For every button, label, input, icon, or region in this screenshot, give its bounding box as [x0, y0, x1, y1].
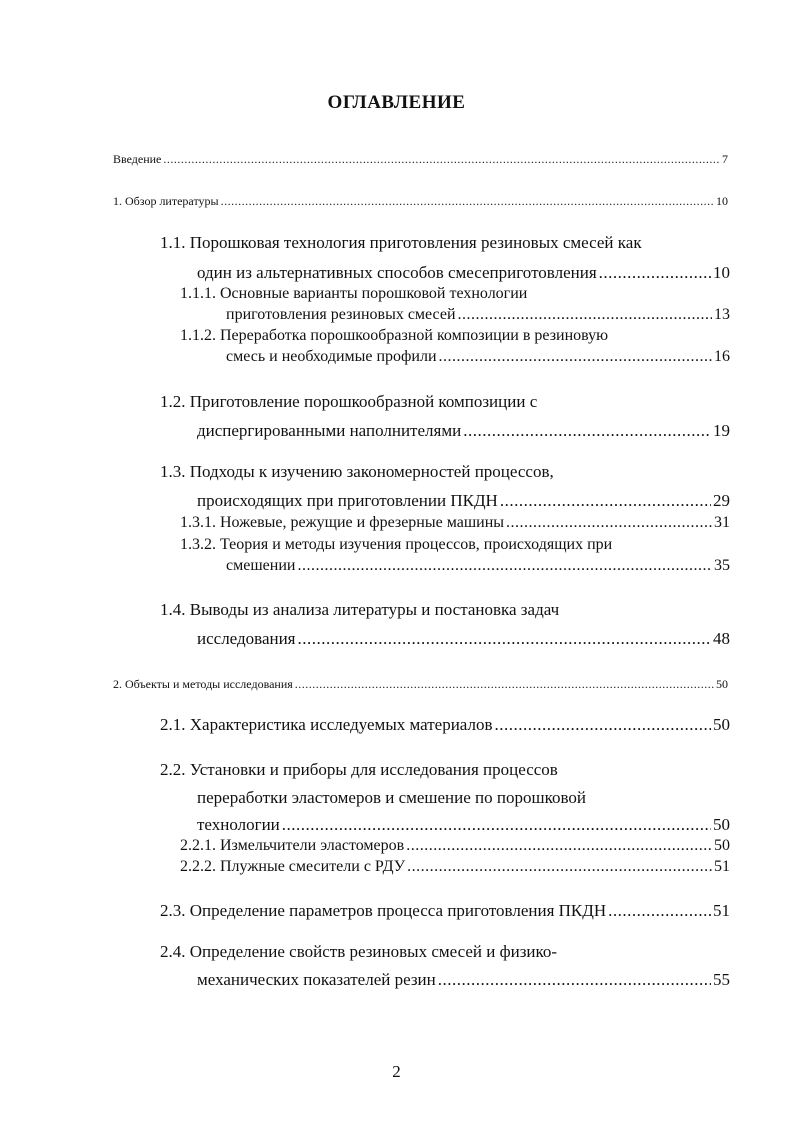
dot-leader [282, 815, 711, 835]
toc-entry-page: 51 [714, 858, 730, 875]
dot-leader [297, 557, 712, 575]
toc-entry-chapter-1[interactable] [113, 194, 728, 209]
dot-leader [221, 194, 714, 209]
toc-entry-1-3-line1: 1.3. Подходы к изучению закономерностей процессов, [160, 462, 554, 481]
toc-entry-label: приготовления резиновых смесей [226, 306, 456, 323]
toc-entry-page: 7 [722, 152, 728, 166]
toc-entry-page: 13 [714, 306, 730, 323]
toc-entry-label: диспергированными наполнителями [197, 421, 462, 440]
toc-entry-label: 1.3.1. Ножевые, режущие и фрезерные машины [180, 514, 505, 531]
toc-entry-1-1-line1: 1.1. Порошковая технология приготовления резиновых смесей как [160, 233, 642, 252]
toc-entry-page: 29 [713, 491, 730, 510]
dot-leader [163, 152, 720, 167]
page-number: 2 [392, 1062, 401, 1081]
toc-entry-page: 10 [716, 194, 728, 208]
toc-entry-page: 19 [713, 421, 730, 440]
dot-leader [500, 491, 711, 511]
toc-entry-page: 50 [713, 815, 730, 834]
toc-entry-1-2[interactable] [197, 421, 730, 441]
dot-leader [298, 629, 711, 649]
toc-entry-2-4-line1: 2.4. Определение свойств резиновых смесей и физико- [160, 942, 558, 961]
toc-entry-1-3-2[interactable] [226, 557, 730, 575]
toc-entry-2-2-line2: переработки эластомеров и смешение по порошковой [197, 788, 586, 807]
toc-entry-1-1-2-line1: 1.1.2. Переработка порошкообразной композиции в резиновую [180, 327, 609, 344]
toc-entry-page: 50 [716, 677, 728, 691]
toc-entry-1-1-1-line1: 1.1.1. Основные варианты порошковой технологии [180, 285, 528, 302]
toc-entry-1-1[interactable] [197, 263, 730, 283]
toc-entry-page: 31 [714, 514, 730, 531]
toc-entry-2-2-2[interactable] [180, 858, 730, 876]
toc-entry-label: исследования [197, 629, 296, 648]
dot-leader [438, 970, 711, 990]
dot-leader [506, 514, 712, 532]
toc-entry-label: один из альтернативных способов смесеприготовления [197, 263, 597, 282]
toc-entry-page: 50 [714, 837, 730, 854]
dot-leader [599, 263, 711, 283]
dot-leader [295, 677, 714, 692]
toc-entry-2-1[interactable] [160, 715, 730, 735]
page-title: ОГЛАВЛЕНИЕ [327, 92, 466, 113]
toc-entry-label: 2. Объекты и методы исследования [113, 677, 293, 691]
toc-entry-page: 55 [713, 970, 730, 989]
toc-entry-2-4[interactable] [197, 970, 730, 990]
toc-entry-1-3-1[interactable] [180, 514, 730, 532]
dot-leader [458, 306, 712, 324]
toc-entry-1-1-1[interactable] [226, 306, 730, 324]
toc-entry-label: 2.3. Определение параметров процесса приготовления ПКДН [160, 901, 607, 920]
toc-entry-label: 2.1. Характеристика исследуемых материалов [160, 715, 493, 734]
toc-entry-page: 10 [713, 263, 730, 282]
dot-leader [608, 901, 711, 921]
toc-entry-page: 16 [714, 348, 730, 365]
dot-leader [439, 348, 712, 366]
toc-entry-page: 48 [713, 629, 730, 648]
toc-entry-1-4[interactable] [197, 629, 730, 649]
toc-entry-introduction[interactable] [113, 152, 728, 167]
toc-entry-2-3[interactable] [160, 901, 730, 921]
toc-entry-1-1-2[interactable] [226, 348, 730, 366]
toc-entry-label: Введение [113, 152, 162, 166]
toc-entry-chapter-2[interactable] [113, 677, 728, 692]
dot-leader [495, 715, 711, 735]
toc-entry-label: механических показателей резин [197, 970, 436, 989]
dot-leader [406, 837, 712, 855]
toc-entry-2-2-line1: 2.2. Установки и приборы для исследования процессов [160, 760, 558, 779]
toc-entry-label: смешении [226, 557, 296, 574]
toc-entry-label: происходящих при приготовлении ПКДН [197, 491, 498, 510]
toc-entry-label: 2.2.1. Измельчители эластомеров [180, 837, 405, 854]
dot-leader [463, 421, 711, 441]
toc-entry-page: 35 [714, 557, 730, 574]
toc-entry-label: смесь и необходимые профили [226, 348, 437, 365]
toc-entry-1-2-line1: 1.2. Приготовление порошкообразной композиции с [160, 392, 538, 411]
toc-entry-page: 50 [713, 715, 730, 734]
toc-entry-2-2[interactable] [197, 815, 730, 835]
toc-entry-1-3[interactable] [197, 491, 730, 511]
toc-entry-1-4-line1: 1.4. Выводы из анализа литературы и постановка задач [160, 600, 560, 619]
toc-entry-label: 1. Обзор литературы [113, 194, 219, 208]
toc-entry-1-3-2-line1: 1.3.2. Теория и методы изучения процессов, происходящих при [180, 536, 613, 553]
dot-leader [407, 858, 712, 876]
toc-entry-label: 2.2.2. Плужные смесители с РДУ [180, 858, 406, 875]
toc-entry-page: 51 [713, 901, 730, 920]
toc-entry-label: технологии [197, 815, 280, 834]
toc-entry-2-2-1[interactable] [180, 837, 730, 855]
